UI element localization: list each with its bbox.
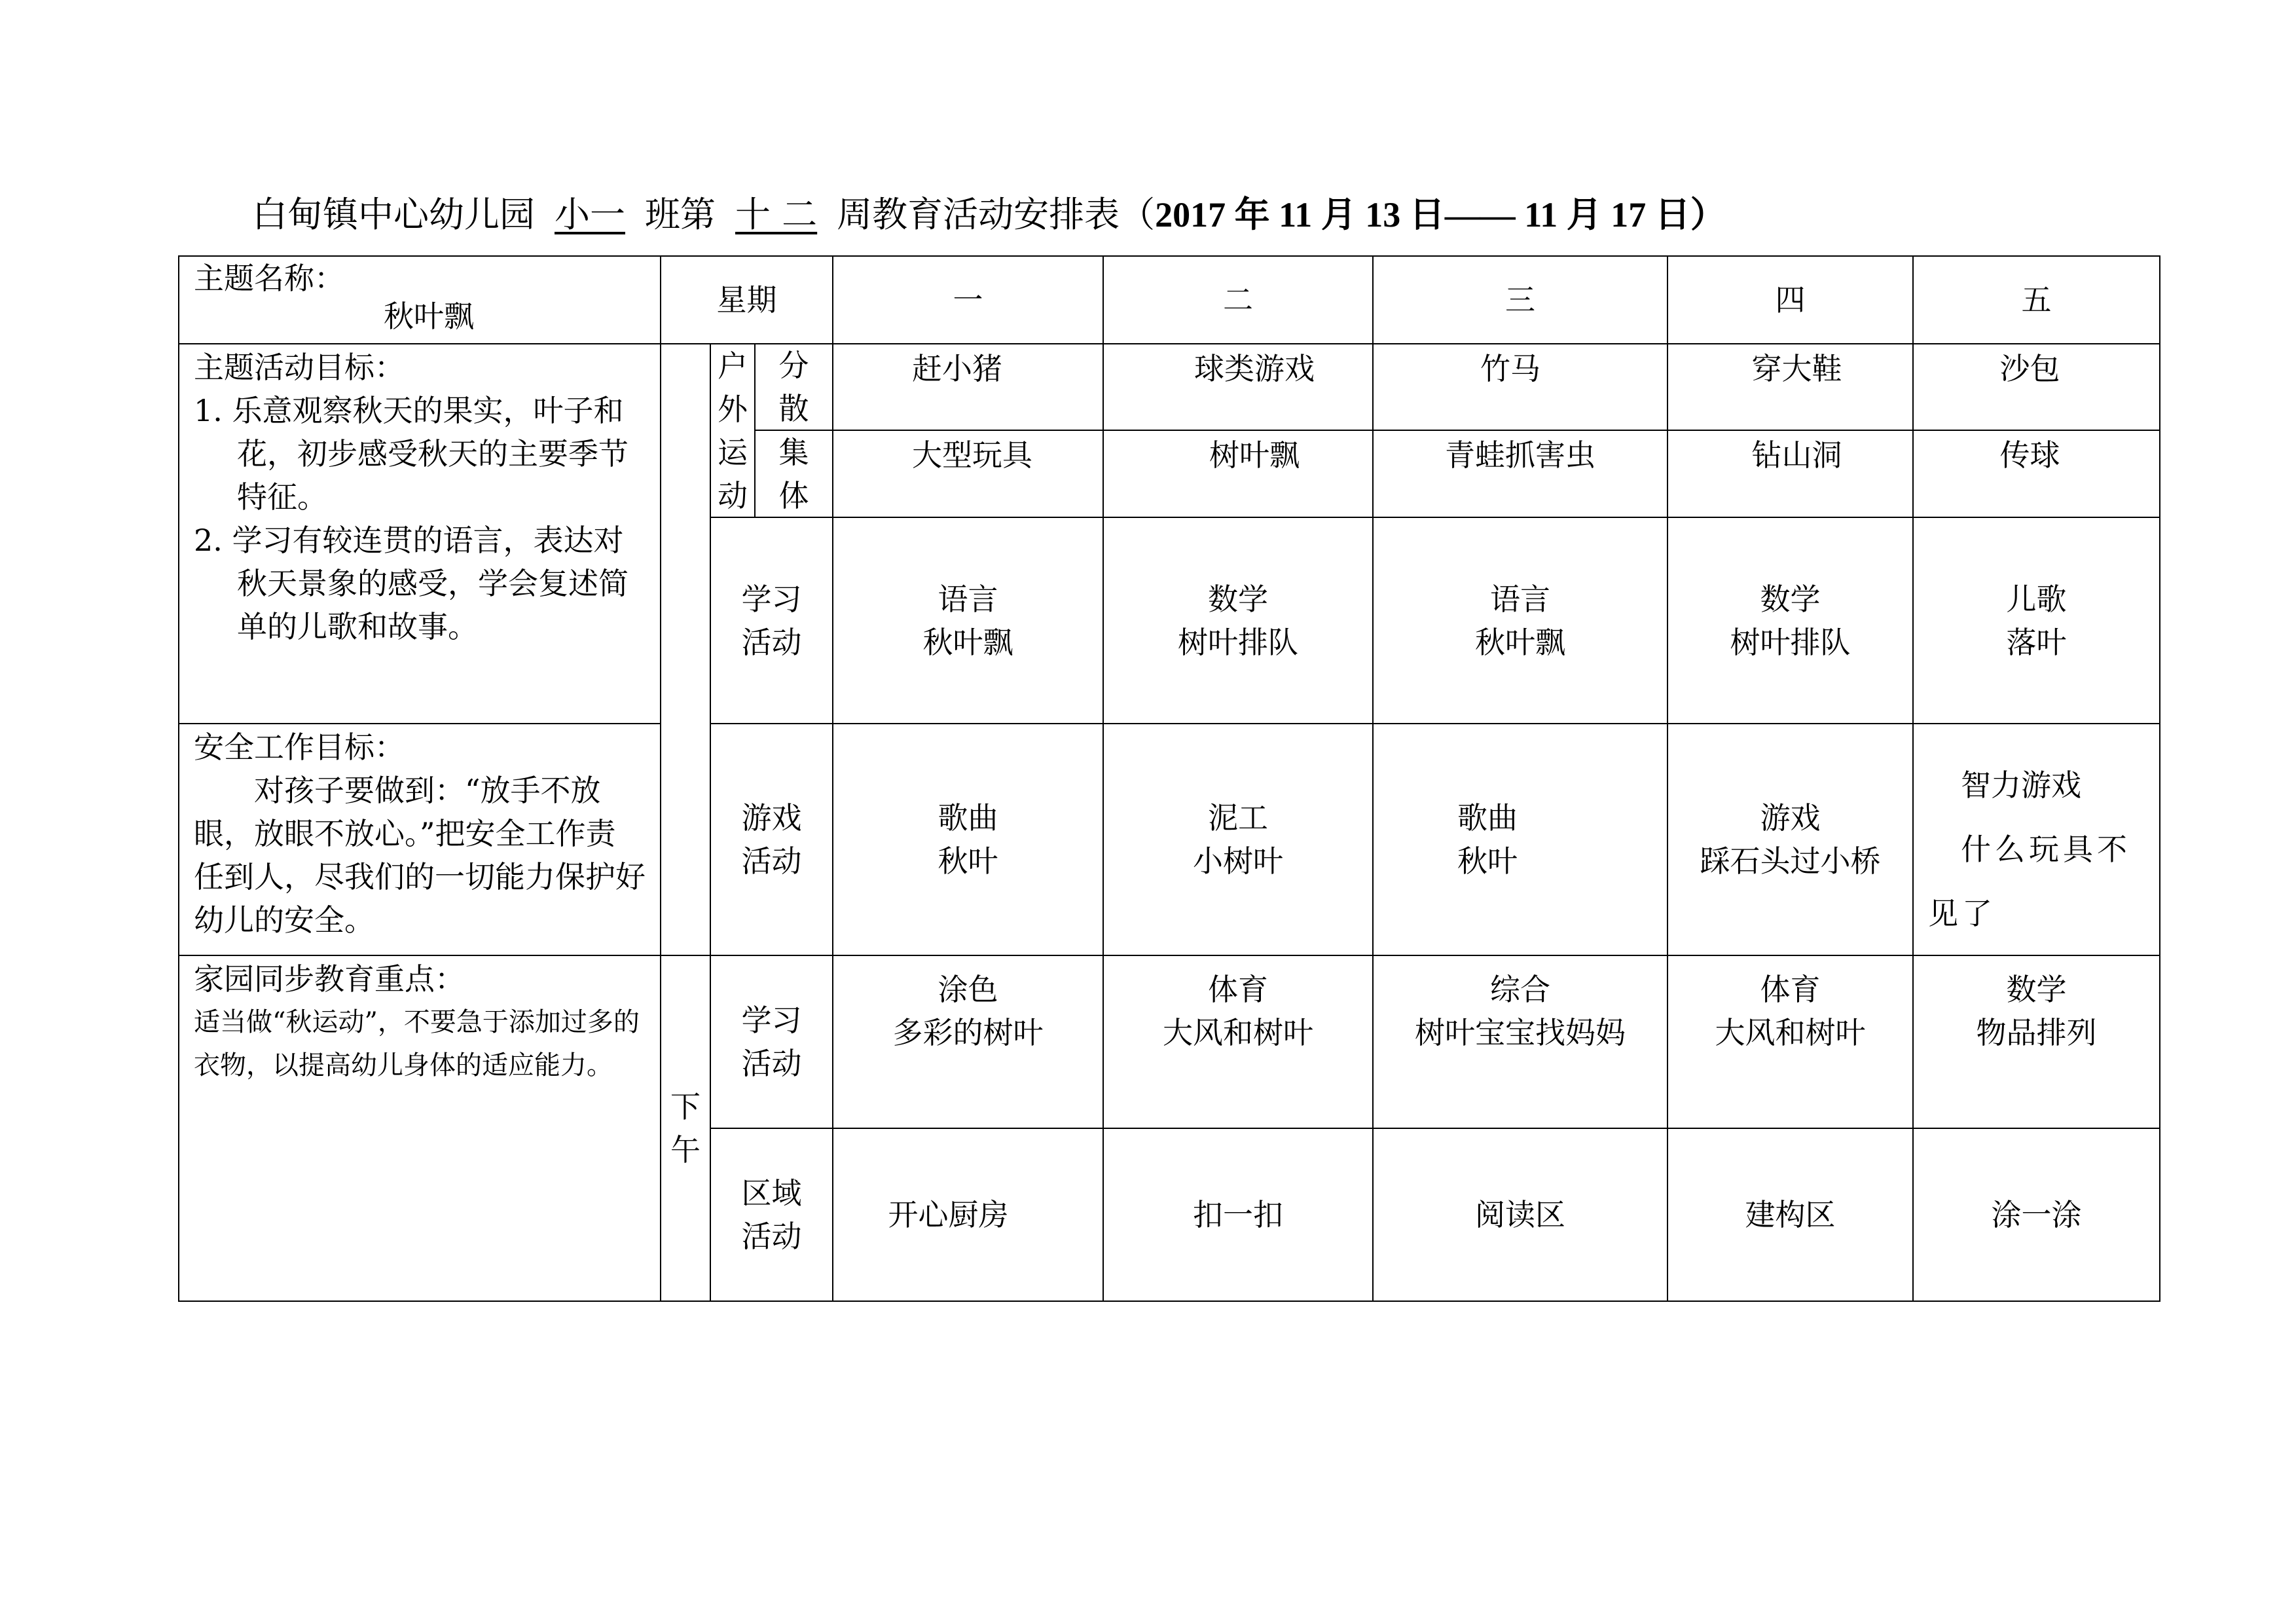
pm-study-cell-3	[1372, 955, 1668, 1129]
pm-study-label-line: 活动	[741, 1046, 802, 1081]
pm-study-label	[710, 955, 833, 1129]
pm-study-subject: 体育	[1760, 972, 1821, 1007]
page-title	[252, 187, 1726, 237]
study-topic: 树叶排队	[1178, 624, 1298, 660]
pm-study-label-line: 学习	[741, 1003, 802, 1038]
area-activity: 扣一扣	[1193, 1197, 1283, 1232]
scatter-activity: 竹马	[1480, 351, 1540, 386]
group-cell-5	[1912, 430, 2160, 518]
group-cell-2	[1102, 430, 1374, 518]
study-topic: 秋叶飘	[922, 624, 1013, 660]
pm-study-subject: 综合	[1490, 972, 1550, 1007]
group-char: 集	[778, 434, 809, 470]
safety-label: 安全工作目标：	[194, 729, 405, 765]
scatter-activity: 球类游戏	[1194, 351, 1315, 386]
title-date-range: 2017 年 11 月 13 日—— 11 月 17 日）	[1155, 195, 1726, 234]
study-topic: 落叶	[2006, 624, 2067, 660]
scatter-cell-2	[1102, 343, 1374, 431]
study-cell-3	[1372, 517, 1668, 724]
pm-study-cell-2	[1102, 955, 1374, 1129]
game-name: 什么玩具不见了	[1928, 832, 2131, 931]
group-activity: 钻山洞	[1751, 437, 1842, 473]
pm-study-subject: 涂色	[938, 972, 998, 1007]
theme-cell	[178, 255, 661, 344]
safety-text: 对孩子要做到：“放手不放眼，放眼不放心。”把安全工作责任到人，尽我们的一切能力保护好幼儿的安全。	[194, 773, 646, 938]
title-suffix: 周教育活动安排表（	[837, 194, 1156, 235]
pm-study-cell-1	[832, 955, 1104, 1129]
title-week: 十 二	[735, 194, 818, 235]
theme-label: 主题名称：	[194, 261, 344, 296]
game-type: 泥工	[1208, 800, 1268, 836]
area-activity: 开心厨房	[888, 1197, 1009, 1232]
outdoor-char: 运	[718, 434, 748, 470]
study-subject: 儿歌	[2006, 581, 2067, 617]
scatter-cell-4	[1667, 343, 1914, 431]
scatter-activity: 沙包	[1999, 351, 2060, 386]
weekday-header	[660, 255, 833, 344]
day-header-5	[1912, 255, 2160, 344]
day-label: 二	[1223, 282, 1253, 318]
study-cell-1	[832, 517, 1104, 724]
pm-study-subject: 体育	[1208, 972, 1268, 1007]
afternoon-char: 午	[670, 1132, 701, 1168]
outdoor-char: 外	[718, 391, 748, 427]
goal-cell	[178, 343, 661, 724]
pm-study-cell-5	[1912, 955, 2160, 1129]
group-cell-4	[1667, 430, 1914, 518]
pm-study-topic: 大风和树叶	[1715, 1015, 1866, 1050]
area-label-line: 活动	[741, 1219, 802, 1254]
afternoon-label	[660, 955, 711, 1302]
study-subject: 语言	[938, 581, 998, 617]
game-name: 秋叶	[938, 843, 998, 879]
title-school: 白甸镇中心幼儿园	[252, 194, 535, 235]
goal-item-2: 2. 学习有较连贯的语言，表达对秋天景象的感受，学会复述简单的儿歌和故事。	[194, 523, 629, 644]
pm-study-topic: 树叶宝宝找妈妈	[1415, 1015, 1626, 1050]
group-activity: 青蛙抓害虫	[1445, 437, 1595, 473]
scatter-cell-5	[1912, 343, 2160, 431]
day-header-4	[1667, 255, 1914, 344]
game-type: 歌曲	[938, 800, 998, 836]
goal-item-1: 1. 乐意观察秋天的果实，叶子和花，初步感受秋天的主要季节特征。	[194, 393, 629, 515]
day-label: 四	[1775, 282, 1806, 318]
scatter-label	[754, 343, 833, 431]
area-cell-2	[1102, 1128, 1374, 1302]
game-label	[710, 723, 833, 956]
group-char: 体	[778, 477, 809, 513]
schedule-table	[178, 255, 2160, 1302]
game-label-line: 游戏	[741, 800, 802, 836]
game-cell-5	[1912, 723, 2160, 956]
outdoor-char: 户	[718, 348, 748, 384]
pm-study-subject: 数学	[2006, 972, 2067, 1007]
game-type: 歌曲	[1457, 800, 1518, 836]
area-cell-3	[1372, 1128, 1668, 1302]
area-activity: 阅读区	[1475, 1197, 1565, 1232]
home-label: 家园同步教育重点：	[194, 961, 465, 997]
title-mid: 班第	[645, 194, 716, 235]
outdoor-char: 动	[718, 477, 748, 513]
game-name: 踩石头过小桥	[1700, 843, 1881, 879]
group-cell-3	[1372, 430, 1668, 518]
afternoon-char: 下	[670, 1089, 701, 1124]
scatter-cell-3	[1372, 343, 1668, 431]
study-cell-4	[1667, 517, 1914, 724]
area-activity: 涂一涂	[1991, 1197, 2082, 1232]
study-subject: 数学	[1208, 581, 1268, 617]
home-text: 适当做“秋运动”，不要急于添加过多的衣物，以提高幼儿身体的适应能力。	[194, 1007, 640, 1080]
game-name: 小树叶	[1193, 843, 1283, 879]
game-name: 秋叶	[1457, 843, 1518, 879]
group-activity: 树叶飘	[1209, 437, 1300, 473]
study-subject: 语言	[1490, 581, 1550, 617]
group-label	[754, 430, 833, 518]
group-cell-1	[832, 430, 1104, 518]
game-cell-4	[1667, 723, 1914, 956]
game-cell-2	[1102, 723, 1374, 956]
home-cell	[178, 955, 661, 1302]
area-label	[710, 1128, 833, 1302]
scatter-char: 散	[778, 391, 809, 426]
study-topic: 树叶排队	[1730, 624, 1851, 660]
safety-cell	[178, 723, 661, 956]
study-cell-5	[1912, 517, 2160, 724]
scatter-activity: 赶小猪	[912, 351, 1002, 386]
day-label: 三	[1505, 282, 1535, 318]
game-cell-1	[832, 723, 1104, 956]
outdoor-label	[710, 343, 756, 518]
scatter-char: 分	[778, 348, 809, 383]
study-topic: 秋叶飘	[1475, 624, 1565, 660]
study-cell-2	[1102, 517, 1374, 724]
group-activity: 大型玩具	[912, 437, 1032, 473]
game-cell-3	[1372, 723, 1668, 956]
day-label: 一	[953, 282, 983, 318]
title-class: 小一	[555, 194, 625, 235]
day-label: 五	[2021, 282, 2052, 318]
scatter-cell-1	[832, 343, 1104, 431]
area-cell-1	[832, 1128, 1104, 1302]
area-cell-5	[1912, 1128, 2160, 1302]
weekday-label: 星期	[716, 282, 777, 318]
group-activity: 传球	[1999, 437, 2060, 473]
morning-spacer	[660, 343, 711, 956]
area-cell-4	[1667, 1128, 1914, 1302]
area-label-line: 区域	[741, 1175, 802, 1211]
pm-study-cell-4	[1667, 955, 1914, 1129]
study-label	[710, 517, 833, 724]
game-type: 智力游戏	[1961, 767, 2081, 803]
pm-study-topic: 多彩的树叶	[892, 1015, 1044, 1050]
day-header-1	[832, 255, 1104, 344]
game-label-line: 活动	[741, 843, 802, 879]
game-type: 游戏	[1760, 800, 1821, 836]
area-activity: 建构区	[1745, 1197, 1836, 1232]
study-subject: 数学	[1760, 581, 1821, 617]
day-header-3	[1372, 255, 1668, 344]
scatter-activity: 穿大鞋	[1751, 351, 1842, 386]
goal-label: 主题活动目标：	[194, 350, 405, 385]
study-label-line: 学习	[741, 581, 802, 617]
theme-name: 秋叶飘	[384, 299, 474, 334]
pm-study-topic: 物品排列	[1976, 1015, 2097, 1050]
day-header-2	[1102, 255, 1374, 344]
pm-study-topic: 大风和树叶	[1163, 1015, 1313, 1050]
study-label-line: 活动	[741, 624, 802, 660]
